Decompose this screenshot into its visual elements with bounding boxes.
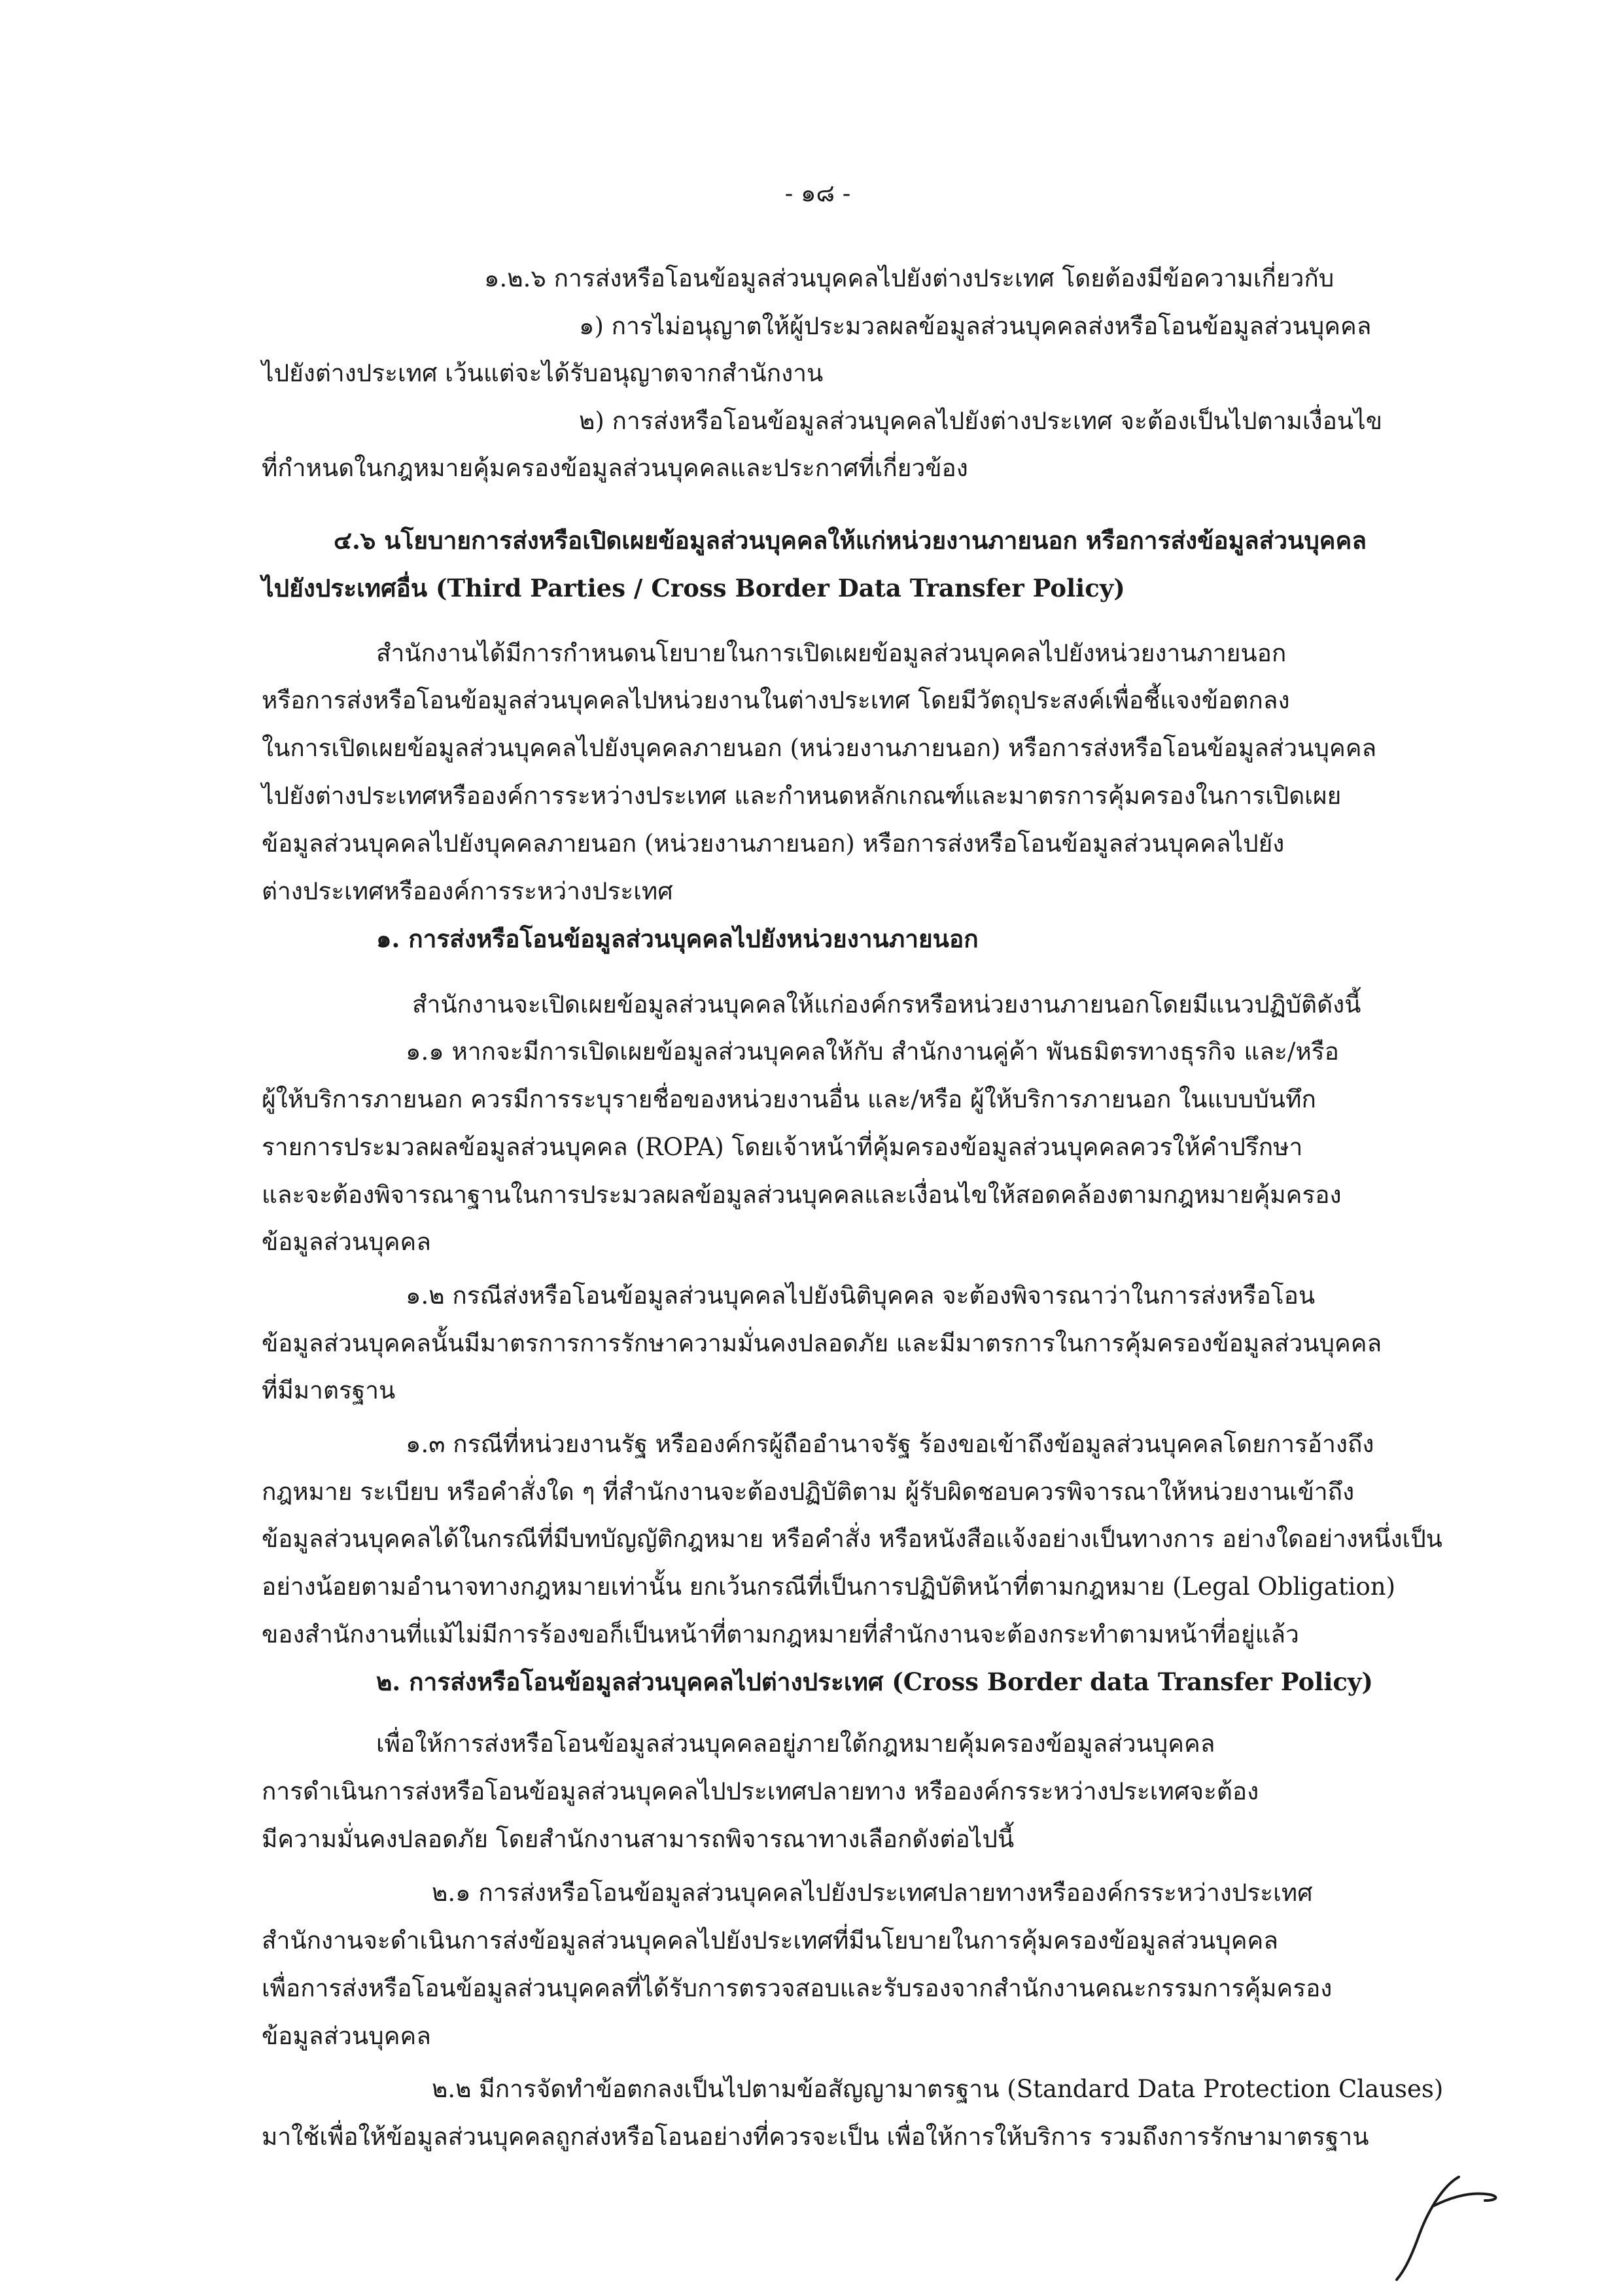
text-line: ๒.๑ การส่งหรือโอนข้อมูลส่วนบุคคลไปยังประเทศปลายทางหรือองค์กรระหว่างประเทศ [432, 1879, 1313, 1907]
text-line: ข้อมูลส่วนบุคคล [262, 1228, 431, 1256]
text-line: หรือการส่งหรือโอนข้อมูลส่วนบุคคลไปหน่วยงานในต่างประเทศ โดยมีวัตถุประสงค์เพื่อชี้แจงข้อตกลง [262, 686, 1290, 714]
text-line: ในการเปิดเผยข้อมูลส่วนบุคคลไปยังบุคคลภายนอก (หน่วยงานภายนอก) หรือการส่งหรือโอนข้อมูลส่วนบุคคล [262, 734, 1377, 762]
page-number: - ๑๘ - [784, 179, 851, 207]
text-line: ๑.๒.๖ การส่งหรือโอนข้อมูลส่วนบุคคลไปยังต่างประเทศ โดยต้องมีข้อความเกี่ยวกับ [484, 264, 1335, 292]
text-line: สำนักงานได้มีการกำหนดนโยบายในการเปิดเผยข้อมูลส่วนบุคคลไปยังหน่วยงานภายนอก [376, 639, 1287, 667]
text-line: ข้อมูลส่วนบุคคลไปยังบุคคลภายนอก (หน่วยงานภายนอก) หรือการส่งหรือโอนข้อมูลส่วนบุคคลไปยัง [262, 829, 1285, 858]
subsection-heading: ๑. การส่งหรือโอนข้อมูลส่วนบุคคลไปยังหน่วยงานภายนอก [376, 924, 979, 953]
text-line: มาใช้เพื่อให้ข้อมูลส่วนบุคคลถูกส่งหรือโอนอย่างที่ควรจะเป็น เพื่อให้การให้บริการ รวมถึงการรักษามาตรฐาน [262, 2123, 1369, 2151]
text-line: รายการประมวลผลข้อมูลส่วนบุคคล (ROPA) โดยเจ้าหน้าที่คุ้มครองข้อมูลส่วนบุคคลควรให้คำปรึกษา [262, 1133, 1303, 1161]
text-line: ไปยังต่างประเทศหรือองค์การระหว่างประเทศ และกำหนดหลักเกณฑ์และมาตรการคุ้มครองในการเปิดเผย [262, 782, 1342, 810]
text-line: ๒) การส่งหรือโอนข้อมูลส่วนบุคคลไปยังต่างประเทศ จะต้องเป็นไปตามเงื่อนไข [579, 407, 1382, 435]
section-heading: ไปยังประเทศอื่น (Third Parties / Cross Border Data Transfer Policy) [262, 574, 1125, 602]
text-line: ของสำนักงานที่แม้ไม่มีการร้องขอก็เป็นหน้าที่ตามกฎหมายที่สำนักงานจะต้องกระทำตามหน้าที่อยู่แล้ว [262, 1620, 1299, 1648]
text-line: ที่มีมาตรฐาน [262, 1376, 396, 1404]
text-line: สำนักงานจะดำเนินการส่งข้อมูลส่วนบุคคลไปยังประเทศที่มีนโยบายในการคุ้มครองข้อมูลส่วนบุคคล [262, 1926, 1278, 1955]
text-line: ที่กำหนดในกฎหมายคุ้มครองข้อมูลส่วนบุคคลและประกาศที่เกี่ยวข้อง [262, 454, 968, 482]
text-line: ไปยังต่างประเทศ เว้นแต่จะได้รับอนุญาตจากสำนักงาน [262, 359, 824, 387]
text-line: ๒.๒ มีการจัดทำข้อตกลงเป็นไปตามข้อสัญญามาตรฐาน (Standard Data Protection Clauses) [432, 2075, 1444, 2103]
section-heading: ๔.๖ นโยบายการส่งหรือเปิดเผยข้อมูลส่วนบุคคลให้แก่หน่วยงานภายนอก หรือการส่งข้อมูลส่วนบุคคล [334, 526, 1367, 555]
signature-mark [1361, 2159, 1511, 2289]
text-line: เพื่อให้การส่งหรือโอนข้อมูลส่วนบุคคลอยู่ภายใต้กฎหมายคุ้มครองข้อมูลส่วนบุคคล [376, 1730, 1215, 1758]
text-line: การดำเนินการส่งหรือโอนข้อมูลส่วนบุคคลไปประเทศปลายทาง หรือองค์กรระหว่างประเทศจะต้อง [262, 1777, 1259, 1805]
text-line: อย่างน้อยตามอำนาจทางกฎหมายเท่านั้น ยกเว้นกรณีที่เป็นการปฏิบัติหน้าที่ตามกฎหมาย (Legal Obligation) [262, 1573, 1396, 1601]
text-line: ๑.๑ หากจะมีการเปิดเผยข้อมูลส่วนบุคคลให้กับ สำนักงานคู่ค้า พันธมิตรทางธุรกิจ และ/หรือ [406, 1037, 1339, 1066]
text-line: ข้อมูลส่วนบุคคลนั้นมีมาตรการการรักษาความมั่นคงปลอดภัย และมีมาตรการในการคุ้มครองข้อมูลส่วนบุคคล [262, 1329, 1382, 1357]
text-line: และจะต้องพิจารณาฐานในการประมวลผลข้อมูลส่วนบุคคลและเงื่อนไขให้สอดคล้องตามกฎหมายคุ้มครอง [262, 1181, 1342, 1209]
text-line: ผู้ให้บริการภายนอก ควรมีการระบุรายชื่อของหน่วยงานอื่น และ/หรือ ผู้ให้บริการภายนอก ในแบบบันทึก [262, 1085, 1316, 1113]
text-line: ๑) การไม่อนุญาตให้ผู้ประมวลผลข้อมูลส่วนบุคคลส่งหรือโอนข้อมูลส่วนบุคคล [579, 312, 1372, 340]
text-line: ข้อมูลส่วนบุคคล [262, 2022, 431, 2050]
text-line: ข้อมูลส่วนบุคคลได้ในกรณีที่มีบทบัญญัติกฎหมาย หรือคำสั่ง หรือหนังสือแจ้งอย่างเป็นทางการ อย่างใดอย่างหนึ่งเป็น [262, 1525, 1442, 1553]
text-line: ๑.๒ กรณีส่งหรือโอนข้อมูลส่วนบุคคลไปยังนิติบุคคล จะต้องพิจารณาว่าในการส่งหรือโอน [406, 1281, 1316, 1310]
text-line: ต่างประเทศหรือองค์การระหว่างประเทศ [262, 877, 673, 905]
text-line: กฎหมาย ระเบียบ หรือคำสั่งใด ๆ ที่สำนักงานจะต้องปฏิบัติตาม ผู้รับผิดชอบควรพิจารณาให้หน่วยงานเข้าถึง [262, 1478, 1355, 1506]
subsection-heading: ๒. การส่งหรือโอนข้อมูลส่วนบุคคลไปต่างประเทศ (Cross Border data Transfer Policy) [376, 1667, 1373, 1696]
text-line: ๑.๓ กรณีที่หน่วยงานรัฐ หรือองค์กรผู้ถืออำนาจรัฐ ร้องขอเข้าถึงข้อมูลส่วนบุคคลโดยการอ้างถึง [406, 1430, 1374, 1458]
text-line: สำนักงานจะเปิดเผยข้อมูลส่วนบุคคลให้แก่องค์กรหรือหน่วยงานภายนอกโดยมีแนวปฏิบัติดังนี้ [412, 990, 1361, 1018]
text-line: เพื่อการส่งหรือโอนข้อมูลส่วนบุคคลที่ได้รับการตรวจสอบและรับรองจากสำนักงานคณะกรรมการคุ้มครอง [262, 1974, 1333, 2002]
text-line: มีความมั่นคงปลอดภัย โดยสำนักงานสามารถพิจารณาทางเลือกดังต่อไปนี้ [262, 1825, 1015, 1853]
